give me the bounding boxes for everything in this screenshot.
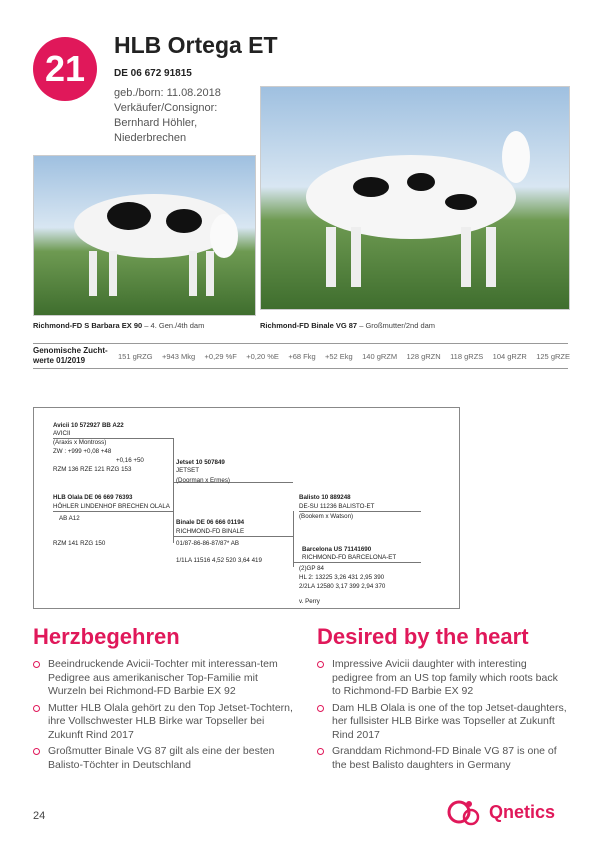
caption-left [33, 321, 204, 330]
ped-sire-sire-name: AVICII [53, 430, 71, 437]
ped-mgs-reg: DE-SU 11236 BALISTO-ET [299, 503, 375, 510]
cow-illustration-right [261, 87, 569, 309]
caption-right-text: – Großmutter/2nd dam [357, 321, 436, 330]
caption-left-text: – 4. Gen./4th dam [142, 321, 205, 330]
caption-left-bold: Richmond-FD S Barbara EX 90 [33, 321, 143, 330]
caption-right-bold: Richmond-FD Binale VG 87 [260, 321, 358, 330]
list-item-text: Beeindruckende Avicii-Tochter mit interessan-tem Pedigree aus amerikanischer Top-Familie mit Wurzeln bei Richmond-FD Barbie EX 92 [48, 658, 278, 697]
list-item [317, 658, 569, 699]
bullet-icon [33, 661, 40, 668]
ped-line [53, 511, 173, 512]
ped-sire-sire-rzm: RZM 136 RZE 121 RZG 153 [53, 466, 132, 473]
page-number: 24 [33, 810, 46, 822]
english-heading: Desired by the heart [317, 624, 529, 649]
ped-granddam-lact: 1/1LA 11516 4,52 520 3,64 419 [176, 557, 262, 564]
ped-sire-sire-zw1: ZW : +999 +0,08 +48 [53, 448, 112, 455]
ped-dam-rzm: RZM 141 RZG 150 [53, 540, 106, 547]
genomics-label: Genomische Zucht-werte 01/2019 [33, 346, 108, 365]
lot-number-badge: 21 [33, 37, 97, 101]
ped-sire-parents: (Doorman x Ermes) [176, 477, 230, 484]
genomics-value: 125 gRZE [536, 352, 570, 361]
ped-dam: HLB Olala DE 06 669 76393 [53, 494, 133, 501]
genomics-value: 128 gRZN [406, 352, 441, 361]
list-item-text: Mutter HLB Olala gehört zu den Top Jetset-Tochtern, ihre Vollschwester HLB Birke war Topseller bei Zukunft Rind 2017 [48, 701, 293, 741]
brand-logo [445, 795, 555, 829]
seller-place: Niederbrechen [114, 132, 187, 144]
genomics-value: +52 Ekg [325, 352, 353, 361]
photo-2nd-dam [260, 86, 570, 310]
ped-granddam-score: 01/87-86-86-87/87* AB [176, 540, 239, 547]
list-item [317, 702, 569, 743]
registration-number: DE 06 672 91815 [114, 68, 192, 79]
genomics-value: 104 gRZR [492, 352, 527, 361]
ped-sire-sire-zw2: +0,16 +50 [116, 457, 144, 464]
ped-great-granddam-hl: HL 2: 13225 3,26 431 2,95 390 [299, 574, 385, 581]
animal-info [114, 86, 264, 146]
german-column [33, 624, 293, 775]
genomics-rule-bottom [33, 368, 568, 369]
bullet-icon [33, 748, 40, 755]
seller-name: Bernhard Höhler, [114, 117, 198, 129]
list-item-text: Dam HLB Olala is one of the top Jetset-daughters, her fullsister HLB Birke was Topseller at Zukunft Rind 2017 [332, 701, 567, 741]
bullet-icon [317, 705, 324, 712]
genomics-value: +0,20 %E [246, 352, 279, 361]
ped-great-granddam: Barcelona US 71141690 [302, 546, 372, 553]
ped-granddam: Binale DE 06 666 01194 [176, 519, 245, 526]
english-column [317, 624, 569, 775]
list-item-text: Impressive Avicii daughter with interesting pedigree from an US top family which roots back to Richmond-FD Barbie EX 92 [332, 658, 558, 697]
ped-dam-class: AB A12 [59, 515, 80, 522]
ped-line [293, 562, 421, 563]
ped-dam-name: HÖHLER LINDENHOF BRECHEN OLALA [53, 503, 170, 510]
seller-label: Verkäufer/Consignor: [114, 102, 218, 114]
ped-line [299, 511, 421, 512]
genomics-value: 151 gRZG [118, 352, 153, 361]
ped-great-granddam-name: RICHMOND-FD BARCELONA-ET [302, 554, 397, 561]
list-item-text: Großmutter Binale VG 87 gilt als eine der besten Balisto-Töchter in Deutschland [48, 745, 275, 771]
animal-name: HLB Ortega ET [114, 32, 278, 58]
list-item [33, 702, 293, 743]
ped-sire: Jetset 10 507849 [176, 459, 225, 466]
ped-great-granddam-sire: v. Perry [299, 598, 320, 605]
logo-text: Qnetics [489, 801, 556, 822]
german-heading: Herzbegehren [33, 624, 180, 649]
german-list [33, 658, 293, 772]
list-item-text: Granddam Richmond-FD Binale VG 87 is one of the best Balisto daughters in Germany [332, 745, 557, 771]
genomics-values [118, 352, 570, 361]
ped-line [293, 511, 294, 567]
pedigree-chart [33, 407, 460, 609]
caption-right [260, 321, 435, 330]
ped-line [173, 438, 174, 543]
ped-mgs-parents: (Bookem x Watson) [299, 513, 354, 520]
list-item [317, 745, 569, 772]
qnetics-logo-icon [445, 795, 483, 829]
genomics-value: +943 Mkg [161, 352, 196, 361]
photo-4th-dam [33, 155, 256, 316]
ped-sire-sire-parents: (Araxis x Montross) [53, 439, 107, 446]
ped-great-granddam-gp: (2)GP 84 [299, 565, 324, 572]
bullet-icon [317, 748, 324, 755]
genomics-value: +0,29 %F [204, 352, 237, 361]
cow-illustration-left [34, 156, 255, 315]
ped-sire-sire: Avicii 10 572927 BB A22 [53, 422, 124, 429]
genomics-value: 118 gRZS [450, 352, 484, 361]
ped-great-granddam-2la: 2/2LA 12580 3,17 399 2,94 370 [299, 583, 386, 590]
genomics-value: +68 Fkg [288, 352, 316, 361]
ped-granddam-name: RICHMOND-FD BINALE [176, 528, 245, 535]
list-item [33, 745, 293, 772]
bullet-icon [33, 705, 40, 712]
ped-mgs: Balisto 10 889248 [299, 494, 351, 501]
list-item [33, 658, 293, 699]
ped-line [173, 536, 293, 537]
genomics-value: 140 gRZM [362, 352, 398, 361]
bullet-icon [317, 661, 324, 668]
ped-sire-name: JETSET [176, 467, 200, 474]
genomics-rule-top [33, 343, 568, 344]
english-list [317, 658, 569, 772]
birth-date: geb./born: 11.08.2018 [114, 87, 221, 99]
